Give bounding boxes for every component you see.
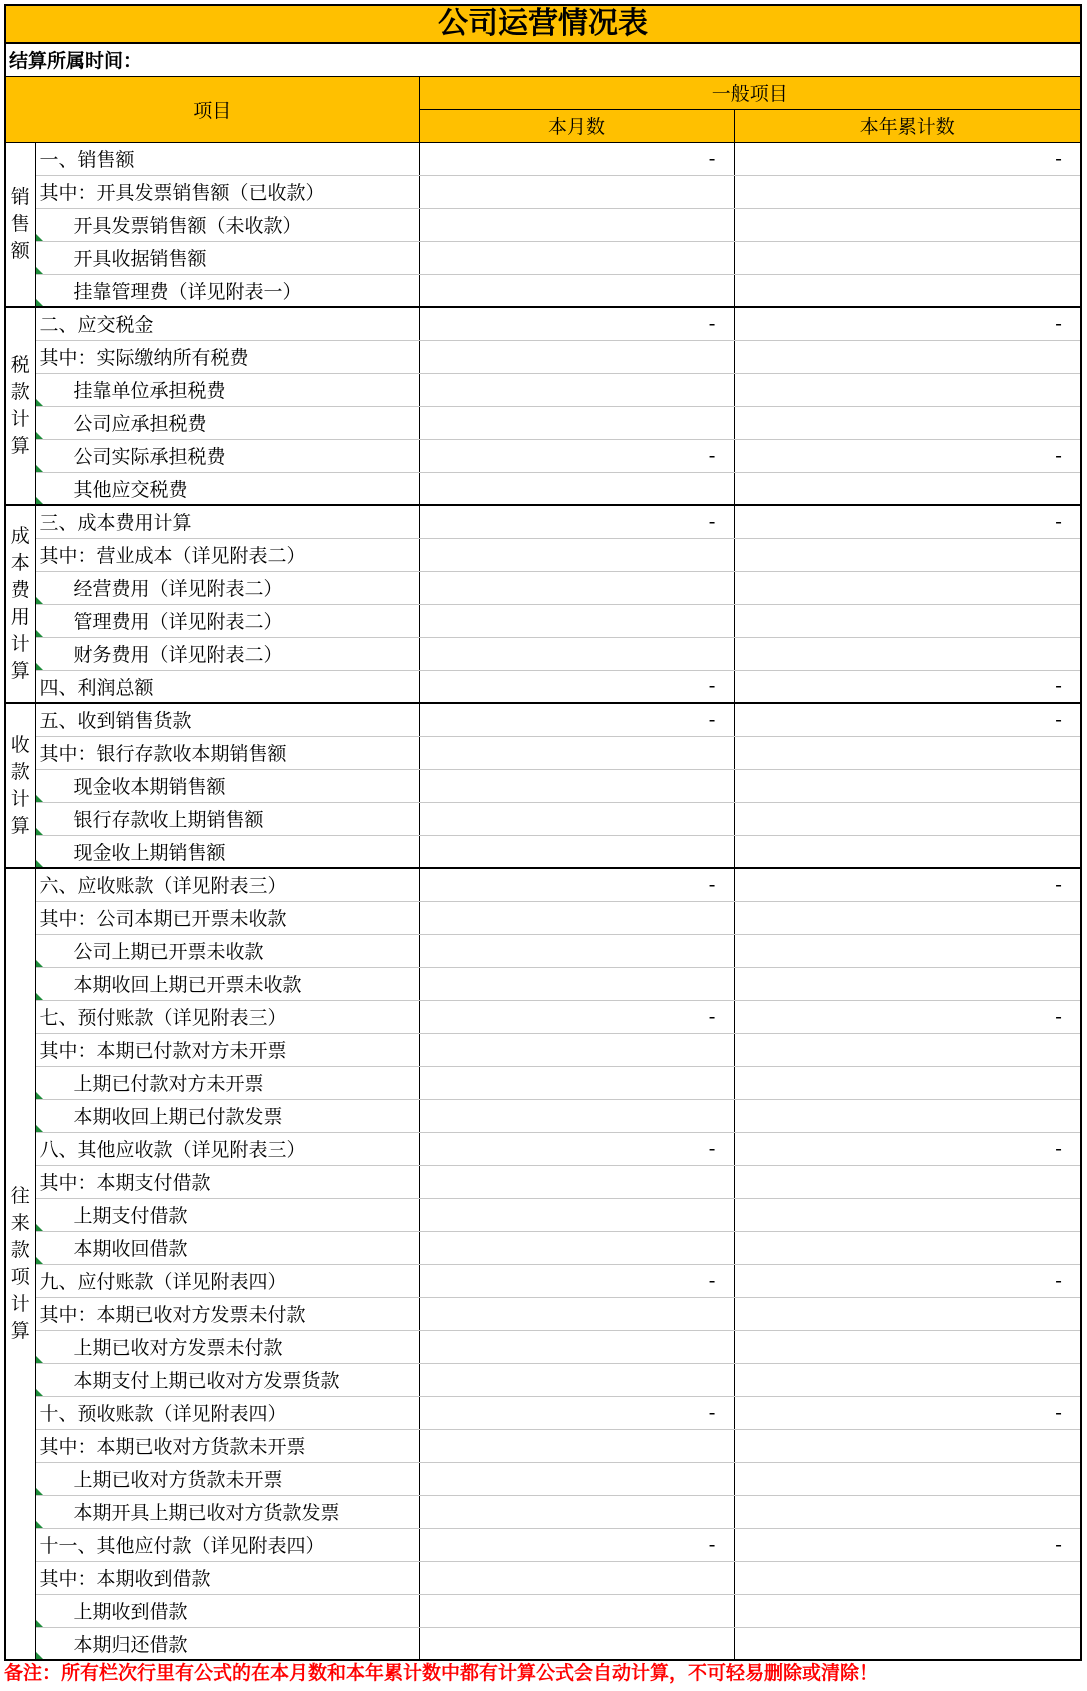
row-label: 其中：银行存款收本期销售额 [39,743,287,765]
general-items-header[interactable]: 一般项目 [419,76,1081,109]
table-row [5,1033,1081,1066]
section-label[interactable]: 税款计算 [5,307,35,505]
row-label-cell[interactable] [35,538,419,571]
report-table [4,4,1082,1661]
month-value-cell[interactable] [419,1462,734,1495]
row-label-cell[interactable] [35,967,419,1000]
table-row [5,835,1081,868]
table-row [5,604,1081,637]
table-row [5,1594,1081,1627]
month-value-cell[interactable] [419,637,734,670]
spreadsheet [4,4,1080,1661]
month-value-cell[interactable]: - [419,670,734,703]
cell-error-indicator-icon [36,1224,43,1231]
table-row [5,1198,1081,1231]
month-value-cell[interactable] [419,373,734,406]
row-label-cell[interactable] [35,1330,419,1363]
cell-error-indicator-icon [36,465,43,472]
row-label: 五、收到销售货款 [39,710,192,733]
row-label: 其中：本期支付借款 [39,1172,211,1194]
item-header[interactable]: 项目 [5,76,419,142]
table-row [5,1627,1081,1660]
row-label-cell[interactable] [35,571,419,604]
month-value-cell[interactable] [419,934,734,967]
year-value-cell[interactable] [734,1231,1081,1264]
year-value-cell[interactable] [734,175,1081,208]
cell-error-indicator-icon [36,795,43,802]
year-value-cell[interactable]: - [734,703,1081,736]
year-value-cell[interactable] [734,241,1081,274]
cell-error-indicator-icon [36,399,43,406]
year-value-cell[interactable] [734,934,1081,967]
cell-error-indicator-icon [36,597,43,604]
row-label-cell[interactable] [35,1264,419,1297]
year-value-cell[interactable]: - [734,670,1081,703]
row-label: 六、应收账款（详见附表三） [39,875,287,898]
cell-error-indicator-icon [36,1521,43,1528]
cell-error-indicator-icon [36,497,43,504]
cell-error-indicator-icon [36,993,43,1000]
row-label: 三、成本费用计算 [39,512,192,535]
row-label: 七、预付账款（详见附表三） [39,1007,287,1029]
row-label-cell[interactable] [35,307,419,340]
cell-error-indicator-icon [36,1092,43,1099]
month-value-cell[interactable] [419,1099,734,1132]
section-label[interactable]: 销售额 [5,142,35,307]
year-value-cell[interactable] [734,835,1081,868]
cell-error-indicator-icon [36,1389,43,1396]
row-label: 二、应交税金 [39,314,154,337]
month-value-cell[interactable] [419,406,734,439]
table-row [5,1363,1081,1396]
month-value-cell[interactable] [419,1297,734,1330]
row-label-cell[interactable] [35,439,419,472]
table-row [5,1495,1081,1528]
row-label: 上期已收对方发票未付款 [73,1337,283,1359]
row-label: 公司实际承担税费 [73,446,226,468]
month-value-cell[interactable] [419,1033,734,1066]
cell-error-indicator-icon [36,828,43,835]
month-value-cell[interactable] [419,571,734,604]
year-value-cell[interactable] [734,1429,1081,1462]
month-value-cell[interactable]: - [419,142,734,175]
row-label: 上期已收对方货款未开票 [73,1469,283,1491]
row-label-cell[interactable] [35,373,419,406]
row-label-cell[interactable] [35,1561,419,1594]
month-value-cell[interactable]: - [419,1132,734,1165]
row-label: 管理费用（详见附表二） [73,611,283,633]
row-label-cell[interactable] [35,472,419,505]
year-value-cell[interactable] [734,1462,1081,1495]
month-value-cell[interactable]: - [419,307,734,340]
year-value-cell[interactable] [734,1198,1081,1231]
month-value-cell[interactable] [419,1231,734,1264]
month-value-cell[interactable] [419,472,734,505]
cell-error-indicator-icon [36,630,43,637]
row-label-cell[interactable] [35,340,419,373]
row-label: 公司上期已开票未收款 [73,941,264,963]
row-label: 其中：本期收到借款 [39,1568,211,1590]
year-value-cell[interactable] [734,1495,1081,1528]
table-row [5,571,1081,604]
year-value-cell[interactable]: - [734,439,1081,472]
row-label: 银行存款收上期销售额 [73,809,264,831]
month-value-cell[interactable]: - [419,703,734,736]
year-value-cell[interactable]: - [734,1132,1081,1165]
row-label: 本期收回上期已开票未收款 [73,974,302,996]
table-row [5,1264,1081,1297]
year-value-cell[interactable] [734,373,1081,406]
cell-error-indicator-icon [36,960,43,967]
cell-error-indicator-icon [36,1620,43,1627]
row-label: 经营费用（详见附表二） [73,578,283,600]
table-row [5,1066,1081,1099]
row-label-cell[interactable] [35,1594,419,1627]
year-value-cell[interactable] [734,802,1081,835]
table-row [5,736,1081,769]
row-label: 公司应承担税费 [73,413,207,435]
row-label-cell[interactable] [35,703,419,736]
year-value-cell[interactable] [734,1330,1081,1363]
row-label: 现金收上期销售额 [73,841,226,864]
row-label-cell[interactable] [35,670,419,703]
table-row [5,670,1081,703]
year-value-cell[interactable]: - [734,142,1081,175]
year-value-cell[interactable]: - [734,868,1081,901]
row-label: 上期已付款对方未开票 [73,1073,264,1095]
table-row [5,1231,1081,1264]
row-label-cell[interactable] [35,1627,419,1660]
year-value-cell[interactable] [734,1033,1081,1066]
cell-error-indicator-icon [36,267,43,274]
row-label: 现金收本期销售额 [73,776,226,798]
table-row [5,175,1081,208]
table-row [5,637,1081,670]
year-value-cell[interactable] [734,637,1081,670]
month-value-cell[interactable] [419,1429,734,1462]
row-label-cell[interactable] [35,1396,419,1429]
row-label-cell[interactable] [35,274,419,307]
row-label: 上期收到借款 [73,1601,188,1623]
row-label-cell[interactable] [35,604,419,637]
year-value-cell[interactable] [734,769,1081,802]
cell-error-indicator-icon [36,1356,43,1363]
month-value-cell[interactable] [419,274,734,307]
row-label: 其中：开具发票销售额（已收款） [39,182,325,204]
table-row [5,967,1081,1000]
row-label-cell[interactable] [35,1033,419,1066]
month-value-cell[interactable] [419,1165,734,1198]
section-label[interactable]: 成本费用计算 [5,505,35,703]
table-row [5,769,1081,802]
month-value-cell[interactable] [419,802,734,835]
row-label: 一、销售额 [39,149,135,171]
month-value-cell[interactable] [419,835,734,868]
row-label-cell[interactable] [35,142,419,175]
row-label-cell[interactable] [35,1231,419,1264]
row-label-cell[interactable] [35,1462,419,1495]
year-value-cell[interactable] [734,901,1081,934]
year-value-cell[interactable] [734,1363,1081,1396]
table-row [5,472,1081,505]
year-value-cell[interactable]: - [734,307,1081,340]
year-value-cell[interactable] [734,1594,1081,1627]
month-value-cell[interactable] [419,769,734,802]
row-label-cell[interactable] [35,175,419,208]
row-label-cell[interactable] [35,406,419,439]
row-label-cell[interactable] [35,1297,419,1330]
cell-error-indicator-icon [36,1125,43,1132]
year-value-cell[interactable] [734,208,1081,241]
row-label-cell[interactable] [35,1132,419,1165]
row-label: 本期收回借款 [73,1238,188,1260]
row-label: 开具收据销售额 [73,248,207,270]
row-label: 其中：实际缴纳所有税费 [39,347,249,369]
month-value-cell[interactable]: - [419,1000,734,1033]
row-label: 上期支付借款 [73,1205,188,1227]
year-value-cell[interactable]: - [734,505,1081,538]
table-row [5,1396,1081,1429]
cell-error-indicator-icon [36,299,43,306]
row-label: 财务费用（详见附表二） [73,644,283,666]
table-row [5,934,1081,967]
row-label-cell[interactable] [35,1165,419,1198]
section-label[interactable]: 往来款项计算 [5,868,35,1660]
table-row [5,373,1081,406]
year-value-cell[interactable]: - [734,1396,1081,1429]
row-label: 其中：本期已收对方发票未付款 [39,1304,306,1326]
year-value-cell[interactable] [734,1099,1081,1132]
row-label-cell[interactable] [35,1495,419,1528]
table-row [5,241,1081,274]
table-row [5,901,1081,934]
cell-error-indicator-icon [36,663,43,670]
year-value-cell[interactable] [734,1066,1081,1099]
row-label-cell[interactable] [35,868,419,901]
month-value-cell[interactable]: - [419,439,734,472]
table-row [5,1561,1081,1594]
year-value-cell[interactable] [734,538,1081,571]
row-label-cell[interactable] [35,1198,419,1231]
month-value-cell[interactable] [419,340,734,373]
month-value-cell[interactable] [419,604,734,637]
table-row [5,1330,1081,1363]
table-row [5,538,1081,571]
row-label-cell[interactable] [35,934,419,967]
row-label-cell[interactable] [35,901,419,934]
cell-error-indicator-icon [36,1257,43,1264]
row-label: 其中：公司本期已开票未收款 [39,908,287,930]
month-value-cell[interactable]: - [419,1528,734,1561]
year-value-cell[interactable] [734,571,1081,604]
table-row [5,142,1081,175]
row-label: 挂靠管理费（详见附表一） [73,280,302,303]
row-label-cell[interactable] [35,835,419,868]
row-label: 本期归还借款 [73,1633,188,1656]
year-value-cell[interactable] [734,604,1081,637]
row-label: 其他应交税费 [73,478,188,501]
month-value-cell[interactable] [419,175,734,208]
table-row [5,1462,1081,1495]
row-label: 十、预收账款（详见附表四） [39,1403,287,1425]
row-label-cell[interactable] [35,1066,419,1099]
month-value-cell[interactable] [419,1561,734,1594]
month-value-cell[interactable] [419,538,734,571]
month-value-cell[interactable] [419,901,734,934]
month-value-cell[interactable] [419,736,734,769]
year-value-cell[interactable] [734,967,1081,1000]
row-label-cell[interactable] [35,1363,419,1396]
month-value-cell[interactable] [419,1627,734,1660]
year-value-cell[interactable] [734,274,1081,307]
month-value-cell[interactable] [419,967,734,1000]
footnote: 备注：所有栏次行里有公式的在本月数和本年累计数中都有计算公式会自动计算，不可轻易删除或清除！ [4,1662,879,1684]
row-label-cell[interactable] [35,1429,419,1462]
cell-error-indicator-icon [36,432,43,439]
row-label-cell[interactable] [35,802,419,835]
month-value-cell[interactable] [419,208,734,241]
row-label: 其中：营业成本（详见附表二） [39,545,306,567]
row-label-cell[interactable] [35,208,419,241]
year-value-cell[interactable] [734,340,1081,373]
year-value-cell[interactable] [734,1165,1081,1198]
month-value-cell[interactable] [419,1594,734,1627]
row-label-cell[interactable] [35,241,419,274]
table-row [5,1297,1081,1330]
row-label-cell[interactable] [35,505,419,538]
row-label: 其中：本期已收对方货款未开票 [39,1436,306,1458]
month-value-cell[interactable]: - [419,1264,734,1297]
row-label: 本期收回上期已付款发票 [73,1106,283,1128]
report-title[interactable]: 公司运营情况表 [5,5,1081,43]
month-value-cell[interactable] [419,1330,734,1363]
table-row [5,307,1081,340]
row-label: 开具发票销售额（未收款） [73,215,302,237]
year-value-cell[interactable] [734,736,1081,769]
row-label: 四、利润总额 [39,676,154,699]
row-label-cell[interactable] [35,1000,419,1033]
table-row [5,802,1081,835]
year-value-cell[interactable] [734,1627,1081,1660]
table-row [5,208,1081,241]
month-value-cell[interactable] [419,1495,734,1528]
year-value-cell[interactable] [734,472,1081,505]
row-label-cell[interactable] [35,1099,419,1132]
section-label[interactable]: 收款计算 [5,703,35,868]
year-value-cell[interactable]: - [734,1000,1081,1033]
row-label: 九、应付账款（详见附表四） [39,1271,287,1293]
year-value-cell[interactable] [734,406,1081,439]
row-label-cell[interactable] [35,637,419,670]
month-value-cell[interactable] [419,1363,734,1396]
year-value-cell[interactable]: - [734,1528,1081,1561]
year-value-cell[interactable] [734,1297,1081,1330]
month-value-cell[interactable] [419,241,734,274]
row-label-cell[interactable] [35,736,419,769]
period-label[interactable]: 结算所属时间： [5,43,1081,76]
row-label-cell[interactable] [35,769,419,802]
table-row [5,1429,1081,1462]
month-value-cell[interactable]: - [419,868,734,901]
table-row [5,406,1081,439]
month-value-cell[interactable] [419,1198,734,1231]
table-row [5,1000,1081,1033]
table-row [5,1099,1081,1132]
row-label: 十一、其他应付款（详见附表四） [39,1535,325,1557]
table-row [5,274,1081,307]
row-label-cell[interactable] [35,1528,419,1561]
row-label: 其中：本期已付款对方未开票 [39,1040,287,1062]
year-value-cell[interactable] [734,1561,1081,1594]
month-value-cell[interactable]: - [419,505,734,538]
cell-error-indicator-icon [36,860,43,867]
year-value-cell[interactable]: - [734,1264,1081,1297]
table-row [5,505,1081,538]
cell-error-indicator-icon [36,1488,43,1495]
table-row [5,703,1081,736]
row-label: 本期支付上期已收对方发票货款 [73,1370,340,1392]
row-label: 本期开具上期已收对方货款发票 [73,1502,340,1524]
table-row [5,868,1081,901]
month-header[interactable]: 本月数 [419,109,734,142]
cell-error-indicator-icon [36,234,43,241]
table-row [5,1528,1081,1561]
row-label: 八、其他应收款（详见附表三） [39,1139,306,1161]
month-value-cell[interactable] [419,1066,734,1099]
year-header[interactable]: 本年累计数 [734,109,1081,142]
table-row [5,439,1081,472]
row-label: 挂靠单位承担税费 [73,380,226,402]
month-value-cell[interactable]: - [419,1396,734,1429]
table-row [5,1132,1081,1165]
table-row [5,1165,1081,1198]
table-row [5,340,1081,373]
